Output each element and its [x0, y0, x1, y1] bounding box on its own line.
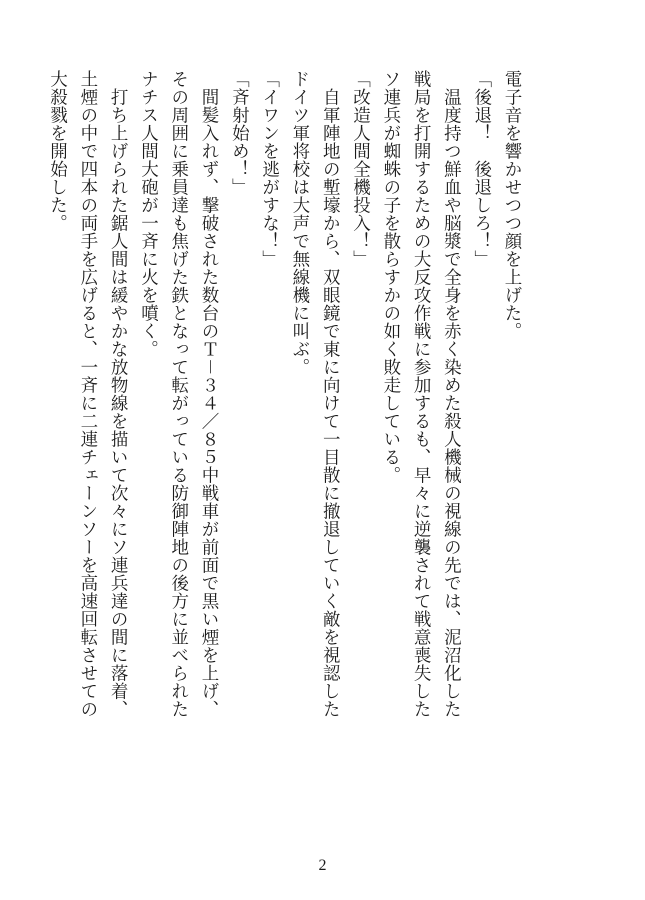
page-number: 2 — [318, 857, 327, 874]
text-line: 電子音を響かせつつ顔を上げた。 — [502, 70, 522, 340]
text-line: 温度持つ鮮血や脳漿で全身を赤く染めた殺人機械の視線の先では、泥沼化した — [441, 70, 462, 718]
text-line: ドイツ軍将校は大声で無線機に叫ぶ。 — [289, 70, 310, 376]
vertical-text-body — [47, 70, 527, 760]
text-line: 戦局を打開するための大反攻作戦に参加するも、早々に逆襲されて戦意喪失した — [411, 70, 432, 718]
text-line: 土煙の中で四本の両手を広げると、一斉に二連チェーンソーを高速回転させての — [77, 70, 98, 718]
text-line: 「イワンを逃がすな！」 — [259, 70, 280, 268]
text-line: 間髪入れず、撃破された数台のＴ－３４／８５中戦車が前面で黒い煙を上げ、 — [199, 70, 220, 718]
text-line: 「改造人間全機投入！」 — [350, 70, 371, 268]
text-line: 大殺戮を開始した。 — [47, 70, 68, 232]
text-line: ソ連兵が蜘蛛の子を散らすかの如く敗走している。 — [380, 70, 401, 484]
text-line: 「斉射始め！」 — [229, 70, 250, 196]
text-line: 自軍陣地の塹壕から、双眼鏡で東に向けて一目散に撤退していく敵を視認した — [320, 70, 341, 718]
text-line: ナチス人間大砲が一斉に火を噴く。 — [138, 70, 159, 358]
text-line: 打ち上げられた鋸人間は緩やかな放物線を描いて次々にソ連兵達の間に落着、 — [108, 70, 129, 718]
text-line: その周囲に乗員達も焦げた鉄となって転がっている防御陣地の後方に並べられた — [168, 70, 189, 718]
text-line: 「後退！ 後退しろ！」 — [471, 70, 492, 268]
